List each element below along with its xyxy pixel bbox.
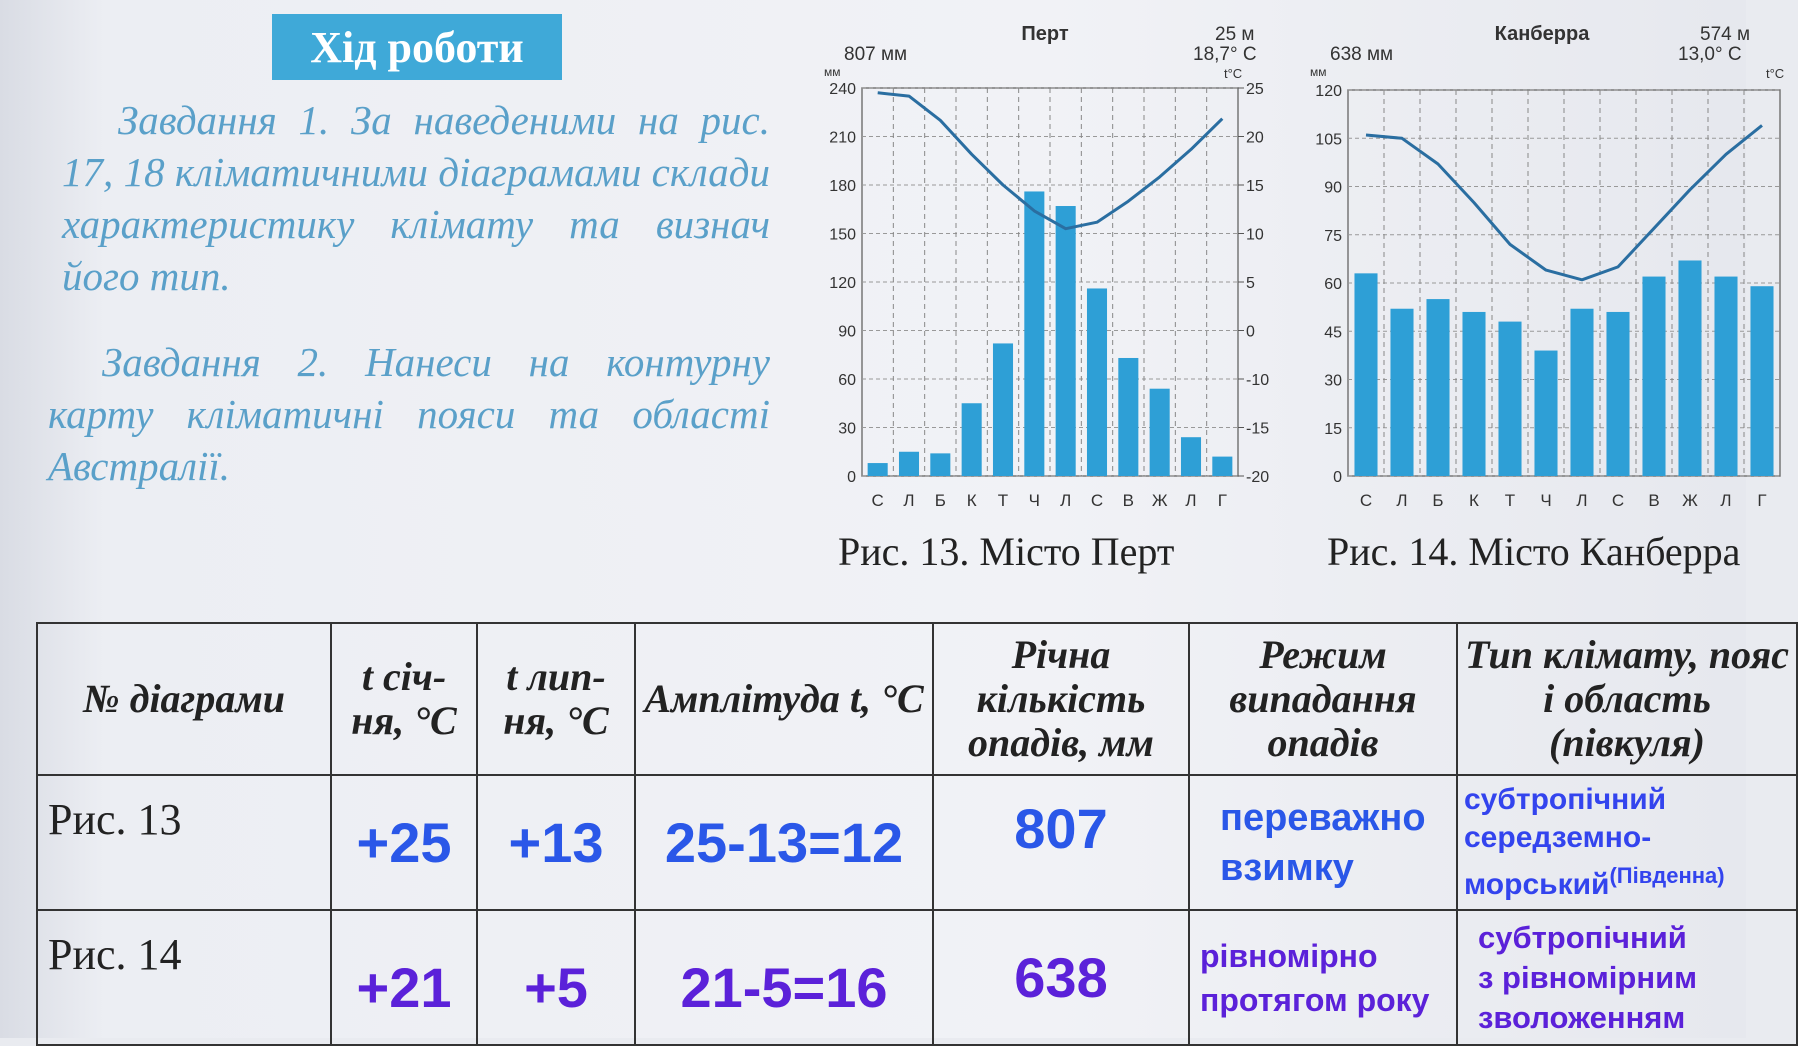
regime-line: переважно: [1220, 796, 1426, 839]
precip-total: 807 мм: [844, 44, 908, 65]
cell-annual-precip: 638: [933, 910, 1189, 1045]
hemisphere-note: (Південна): [1609, 863, 1725, 888]
x-tick-label: Л: [1185, 491, 1197, 510]
type-line: з рівномірним: [1478, 959, 1698, 995]
right-axis-unit: t°C: [1224, 66, 1243, 81]
left-axis-unit: мм: [824, 65, 841, 79]
x-tick-label: Т: [997, 491, 1009, 510]
y-tick-label: 180: [829, 178, 856, 195]
temp-tick-label: -10: [1246, 372, 1270, 389]
task-2-text: Завдання 2. Нанеси на контурну карту кліматичні пояси та області Австралії.: [48, 339, 770, 489]
precip-bar: [1462, 312, 1485, 476]
cell-jul-temp: +13: [477, 775, 635, 910]
temp-tick-label: -15: [1246, 420, 1270, 438]
precip-bar: [1606, 312, 1629, 476]
precip-bar: [1498, 322, 1521, 476]
cell-annual-precip: 807: [933, 775, 1189, 910]
precip-bar: [868, 463, 888, 476]
y-tick-label: 120: [829, 275, 856, 292]
x-tick-label: Ч: [1028, 491, 1041, 510]
y-tick-label: 90: [838, 323, 856, 341]
y-tick-label: 60: [1324, 276, 1342, 293]
precip-bar: [993, 343, 1013, 476]
regime-line: рівномірно: [1200, 937, 1378, 974]
section-heading: Хід роботи: [272, 14, 562, 80]
cell-jan-temp: +25: [331, 775, 477, 910]
precip-bar: [1642, 277, 1665, 476]
type-line-text: морський: [1464, 868, 1610, 901]
cell-amplitude: 25-13=12: [635, 775, 933, 910]
type-line: зволоженням: [1478, 999, 1686, 1035]
x-tick-label: Л: [1396, 491, 1408, 510]
mean-temperature: 18,7° С: [1193, 44, 1257, 65]
x-tick-label: К: [1469, 491, 1479, 510]
regime-line: взимку: [1220, 846, 1354, 889]
temp-tick-label: 20: [1246, 129, 1264, 147]
x-tick-label: Б: [934, 491, 946, 510]
x-tick-label: К: [966, 491, 977, 510]
y-tick-label: 90: [1324, 179, 1342, 197]
y-tick-label: 240: [829, 81, 856, 98]
type-line: субтропічний: [1464, 783, 1667, 816]
temp-tick-label: 25: [1246, 81, 1264, 98]
task-1-text: Завдання 1. За наведеними на рис. 17, 18 кліматичними діаграмами склади характеристику клімату та визнач його тип.: [62, 97, 770, 299]
precip-bar: [1354, 273, 1377, 476]
precip-bar: [1714, 277, 1737, 476]
y-tick-label: 75: [1324, 227, 1342, 245]
row-label: Рис. 13: [37, 775, 331, 910]
x-tick-label: С: [1611, 491, 1625, 510]
x-tick-label: Б: [1432, 491, 1444, 510]
precip-total: 638 мм: [1330, 44, 1394, 65]
precip-bar: [962, 403, 982, 476]
header-jul-temp: t лип-ня, °С: [477, 623, 635, 775]
x-tick-label: С: [1090, 491, 1104, 510]
figure-13-caption: Рис. 13. Місто Перт: [838, 529, 1175, 574]
temp-tick-label: 15: [1246, 178, 1264, 195]
header-precip-regime: Режим випадання опадів: [1189, 623, 1457, 775]
x-tick-label: С: [1359, 491, 1373, 510]
y-tick-label: 15: [1324, 420, 1342, 438]
x-tick-label: Ж: [1151, 491, 1168, 510]
precip-bar: [1570, 309, 1593, 476]
precip-bar: [1212, 457, 1232, 476]
elevation: 25 м: [1215, 24, 1255, 45]
x-tick-label: Ж: [1682, 491, 1698, 510]
x-tick-label: В: [1648, 491, 1660, 510]
table-row: [37, 775, 1797, 910]
precip-bar: [1390, 309, 1413, 476]
cell-climate-type: [1457, 775, 1797, 910]
x-tick-label: Л: [1576, 491, 1588, 510]
header-annual-precip: Річна кількість опадів, мм: [933, 623, 1189, 775]
left-axis-unit: мм: [1310, 65, 1327, 79]
y-tick-label: 0: [847, 469, 856, 486]
table-row: [37, 910, 1797, 1045]
precip-bar: [930, 453, 950, 476]
precip-bar: [899, 452, 919, 476]
header-climate-type: Тип клімату, пояс і область (півкуля): [1457, 623, 1797, 775]
chart-title: Перт: [1021, 23, 1069, 45]
cell-precip-regime: [1189, 775, 1457, 910]
precip-bar: [1150, 389, 1170, 476]
precip-bar: [1087, 288, 1107, 476]
cell-amplitude: 21-5=16: [635, 910, 933, 1045]
cell-climate-type: [1457, 910, 1797, 1045]
precip-bar: [1118, 358, 1138, 476]
type-line: субтропічний: [1478, 919, 1687, 955]
y-tick-label: 30: [1324, 372, 1342, 390]
precip-bar: [1181, 437, 1201, 476]
climate-chart-canberra: [1310, 10, 1785, 520]
x-tick-label: Ч: [1540, 491, 1552, 510]
header-amplitude: Амплітуда t, °С: [635, 623, 933, 775]
cell-jan-temp: +21: [331, 910, 477, 1045]
figure-14-caption: Рис. 14. Місто Канберра: [1327, 529, 1741, 574]
x-tick-label: Г: [1757, 491, 1767, 510]
regime-line: протягом року: [1200, 981, 1430, 1018]
x-tick-label: Л: [903, 491, 915, 510]
elevation: 574 м: [1700, 24, 1751, 45]
y-tick-label: 120: [1315, 83, 1342, 100]
x-tick-label: Т: [1504, 491, 1516, 510]
y-tick-label: 0: [1333, 469, 1342, 486]
cell-precip-regime: [1189, 910, 1457, 1045]
temp-tick-label: -20: [1246, 469, 1270, 486]
row-label: Рис. 14: [37, 910, 331, 1045]
y-tick-label: 105: [1315, 131, 1342, 149]
x-tick-label: Л: [1720, 491, 1732, 510]
header-diagram-number: № діаграми: [37, 623, 331, 775]
right-axis-unit: t°C: [1766, 66, 1785, 81]
table-header-row: [37, 623, 1797, 775]
mean-temperature: 13,0° С: [1678, 44, 1742, 65]
y-tick-label: 60: [838, 372, 856, 389]
precip-bar: [1534, 351, 1557, 476]
temp-tick-label: 0: [1246, 323, 1255, 341]
precip-bar: [1426, 299, 1449, 476]
y-tick-label: 45: [1324, 324, 1342, 342]
y-tick-label: 210: [829, 129, 856, 147]
type-line: середземно-: [1464, 821, 1652, 854]
header-jan-temp: t січ-ня, °С: [331, 623, 477, 775]
x-tick-label: В: [1122, 491, 1135, 510]
chart-title: Канберра: [1494, 23, 1590, 45]
climate-table: [36, 622, 1798, 1046]
precip-bar: [1024, 191, 1044, 476]
precip-bar: [1678, 260, 1701, 476]
y-tick-label: 150: [829, 226, 856, 244]
temp-tick-label: 10: [1246, 226, 1264, 244]
precip-bar: [1750, 286, 1773, 476]
x-tick-label: Л: [1060, 491, 1072, 510]
y-tick-label: 30: [838, 420, 856, 438]
x-tick-label: С: [871, 491, 884, 510]
climate-chart-perth: [820, 10, 1280, 520]
temp-tick-label: 5: [1246, 275, 1255, 292]
x-tick-label: Г: [1217, 491, 1227, 510]
precip-bar: [1056, 206, 1076, 476]
type-line: [1464, 857, 1795, 904]
cell-jul-temp: +5: [477, 910, 635, 1045]
